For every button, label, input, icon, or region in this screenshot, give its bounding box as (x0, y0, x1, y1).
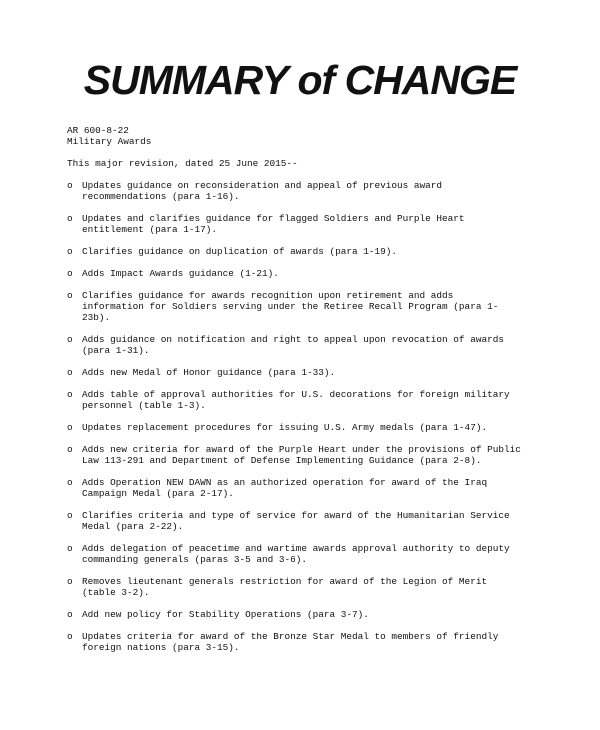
bullet-icon: o (67, 576, 73, 587)
change-item (67, 576, 547, 598)
bullet-icon: o (67, 543, 73, 554)
change-item-line: Medal (para 2-22). (82, 521, 184, 532)
document-title: SUMMARY of CHANGE (83, 57, 517, 103)
regulation-number: AR 600-8-22 (67, 125, 129, 136)
change-item-text (82, 213, 465, 235)
change-item (67, 246, 547, 257)
change-item-line: Updates criteria for award of the Bronze Star Medal to members of friendly (82, 631, 499, 642)
change-item (67, 444, 547, 466)
change-item-text (82, 268, 279, 279)
change-item-line: 23b). (82, 312, 111, 323)
change-item (67, 543, 547, 565)
change-item-line: Adds delegation of peacetime and wartime awards approval authority to deputy (82, 543, 510, 554)
bullet-icon: o (67, 422, 73, 433)
change-item (67, 609, 547, 620)
change-item-text (82, 444, 521, 466)
change-item-line: Clarifies criteria and type of service for award of the Humanitarian Service (82, 510, 510, 521)
change-item-line: (para 1-31). (82, 345, 150, 356)
change-item-line: (table 3-2). (82, 587, 150, 598)
bullet-icon: o (67, 290, 73, 301)
bullet-icon: o (67, 180, 73, 191)
change-item-line: Adds Operation NEW DAWN as an authorized operation for award of the Iraq (82, 477, 488, 488)
change-item-line: foreign nations (para 3-15). (82, 642, 240, 653)
change-item-text (82, 609, 369, 620)
change-item-line: entitlement (para 1-17). (82, 224, 218, 235)
bullet-icon: o (67, 334, 73, 345)
change-item (67, 631, 547, 653)
change-item-line: Updates guidance on reconsideration and appeal of previous award (82, 180, 443, 191)
change-item-text (82, 290, 498, 323)
change-item-line: Updates replacement procedures for issuing U.S. Army medals (para 1-47). (82, 422, 488, 433)
bullet-icon: o (67, 246, 73, 257)
change-item (67, 367, 547, 378)
bullet-icon: o (67, 367, 73, 378)
change-item-line: Adds table of approval authorities for U.S. decorations for foreign military (82, 389, 510, 400)
change-item-text (82, 246, 397, 257)
bullet-icon: o (67, 477, 73, 488)
change-item-line: Adds guidance on notification and right to appeal upon revocation of awards (82, 334, 504, 345)
change-item-text (82, 180, 442, 202)
change-item-text (82, 334, 504, 356)
change-item-line: personnel (table 1-3). (82, 400, 206, 411)
change-item-line: Clarifies guidance on duplication of awards (para 1-19). (82, 246, 398, 257)
bullet-icon: o (67, 268, 73, 279)
change-item-line: Adds new Medal of Honor guidance (para 1-33). (82, 367, 336, 378)
change-item (67, 334, 547, 356)
change-item (67, 477, 547, 499)
change-item (67, 422, 547, 433)
change-list (67, 180, 547, 653)
bullet-icon: o (67, 609, 73, 620)
change-item-line: information for Soldiers serving under the Retiree Recall Program (para 1- (82, 301, 499, 312)
change-item (67, 510, 547, 532)
change-item-line: Law 113-291 and Department of Defense Implementing Guidance (para 2-8). (82, 455, 482, 466)
change-item-line: recommendations (para 1-16). (82, 191, 240, 202)
bullet-icon: o (67, 631, 73, 642)
change-item-text (82, 631, 498, 653)
change-item-text (82, 422, 487, 433)
change-item-line: Adds new criteria for award of the Purple Heart under the provisions of Public (82, 444, 521, 455)
bullet-icon: o (67, 213, 73, 224)
change-item-text (82, 576, 487, 598)
summary-body (67, 125, 547, 664)
bullet-icon: o (67, 444, 73, 455)
change-item (67, 389, 547, 411)
change-item-text (82, 477, 487, 499)
change-item-line: Campaign Medal (para 2-17). (82, 488, 234, 499)
change-item-line: Removes lieutenant generals restriction for award of the Legion of Merit (82, 576, 488, 587)
change-item-text (82, 510, 510, 532)
change-item-line: Adds Impact Awards guidance (1-21). (82, 268, 279, 279)
change-item-text (82, 389, 510, 411)
change-item-line: Clarifies guidance for awards recognition upon retirement and adds (82, 290, 454, 301)
change-item (67, 268, 547, 279)
bullet-icon: o (67, 389, 73, 400)
change-item-text (82, 543, 510, 565)
regulation-subject: Military Awards (67, 136, 152, 147)
change-item (67, 180, 547, 202)
change-item (67, 213, 547, 235)
bullet-icon: o (67, 510, 73, 521)
change-item (67, 290, 547, 323)
change-item-line: commanding generals (paras 3-5 and 3-6). (82, 554, 308, 565)
change-item-text (82, 367, 335, 378)
change-item-line: Add new policy for Stability Operations (para 3-7). (82, 609, 369, 620)
revision-intro: This major revision, dated 25 June 2015-- (67, 158, 298, 169)
change-item-line: Updates and clarifies guidance for flagged Soldiers and Purple Heart (82, 213, 465, 224)
